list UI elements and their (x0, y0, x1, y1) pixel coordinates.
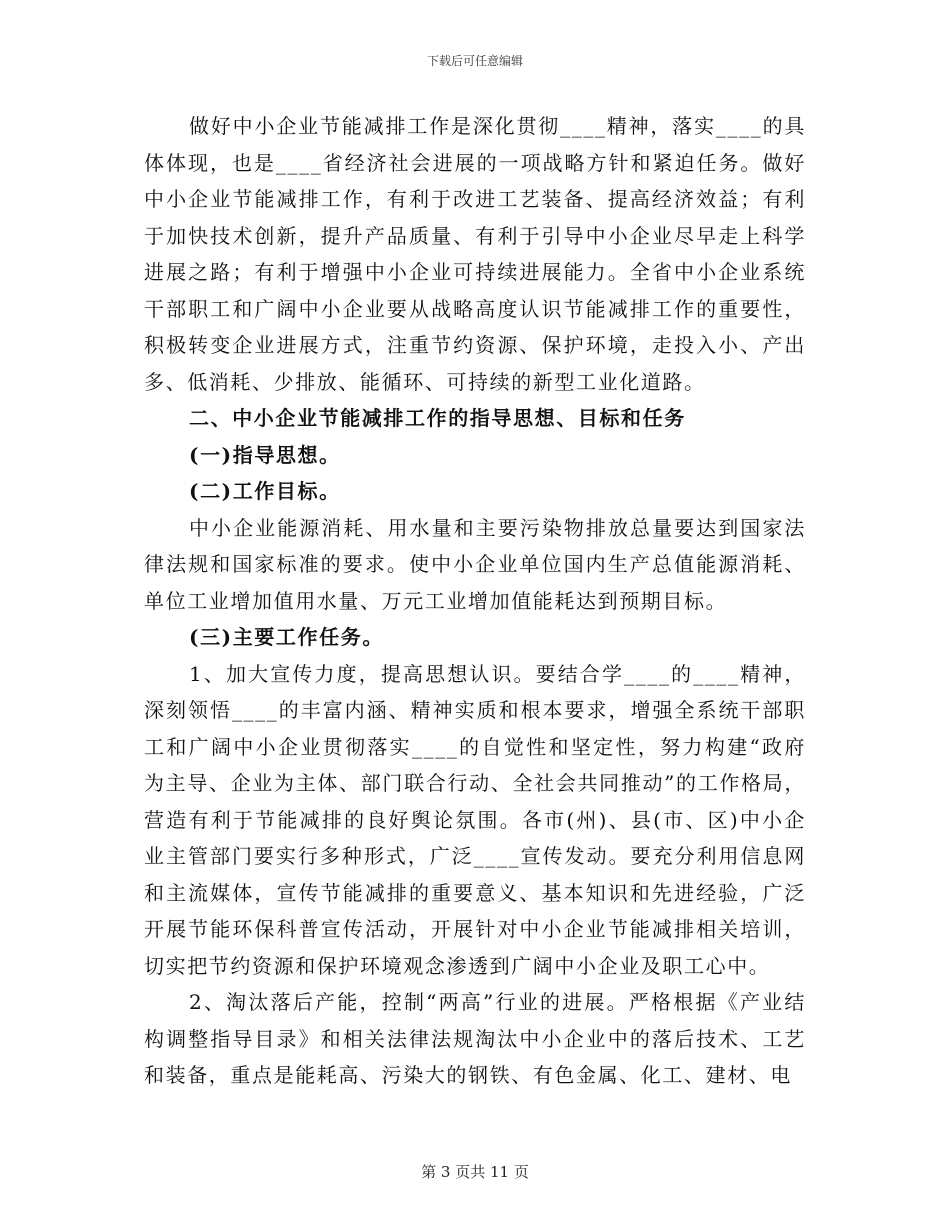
paragraph-goals: 中小企业能源消耗、用水量和主要污染物排放总量要达到国家法律法规和国家标准的要求。使中小企业单位国内生产总值能源消耗、单位工业增加值用水量、万元工业增加值能耗达到预期目标。 (144, 515, 806, 613)
subheading-main-tasks: (三)主要工作任务。 (189, 625, 384, 649)
document-body (144, 108, 806, 1094)
paragraph-task-2: 2、淘汰落后产能，控制“两高”行业的进展。严格根据《产业结构调整指导目录》和相关法律法规淘汰中小企业中的落后技术、工艺和装备，重点是能耗高、污染大的钢铁、有色金属、化工、建材、电 (144, 990, 806, 1087)
page-number: 第 3 页共 11 页 (421, 1163, 529, 1181)
paragraph-intro: 做好中小企业节能减排工作是深化贯彻____精神，落实____的具体体现，也是____省经济社会进展的一项战略方针和紧迫任务。做好中小企业节能减排工作，有利于改进工艺装备、提高经济效益；有利于加快技术创新，提升产品质量、有利于引导中小企业尽早走上科学进展之路；有利于增强中小企业可持续进展能力。全省中小企业系统干部职工和广阔中小企业要从战略高度认识节能减排工作的重要性，积极转变企业进展方式，注重节约资源、保护环境，走投入小、产出多、低消耗、少排放、能循环、可持续的新型工业化道路。 (144, 114, 806, 394)
subheading-work-goals: (二)工作目标。 (189, 479, 341, 503)
subheading-guiding-ideology: (一)指导思想。 (189, 442, 341, 467)
paragraph-task-1: 1、加大宣传力度，提高思想认识。要结合学____的____精神，深刻领悟____的丰富内涵、精神实质和根本要求，增强全系统干部职工和广阔中小企业贯彻落实____的自觉性和坚定性，努力构建“政府为主导、企业为主体、部门联合行动、全社会共同推动”的工作格局，营造有利于节能减排的良好舆论氛围。各市(州)、县(市、区)中小企业主管部门要实行多种形式，广泛____宣传发动。要充分利用信息网和主流媒体，宣传节能减排的重要意义、基本知识和先进经验，广泛开展节能环保科普宣传活动，开展针对中小企业节能减排相关培训，切实把节约资源和保护环境观念渗透到广阔中小企业及职工心中。 (144, 661, 806, 978)
section-heading: 二、中小企业节能减排工作的指导思想、目标和任务 (189, 406, 686, 430)
page-header: 下载后可任意编辑 (426, 54, 523, 68)
